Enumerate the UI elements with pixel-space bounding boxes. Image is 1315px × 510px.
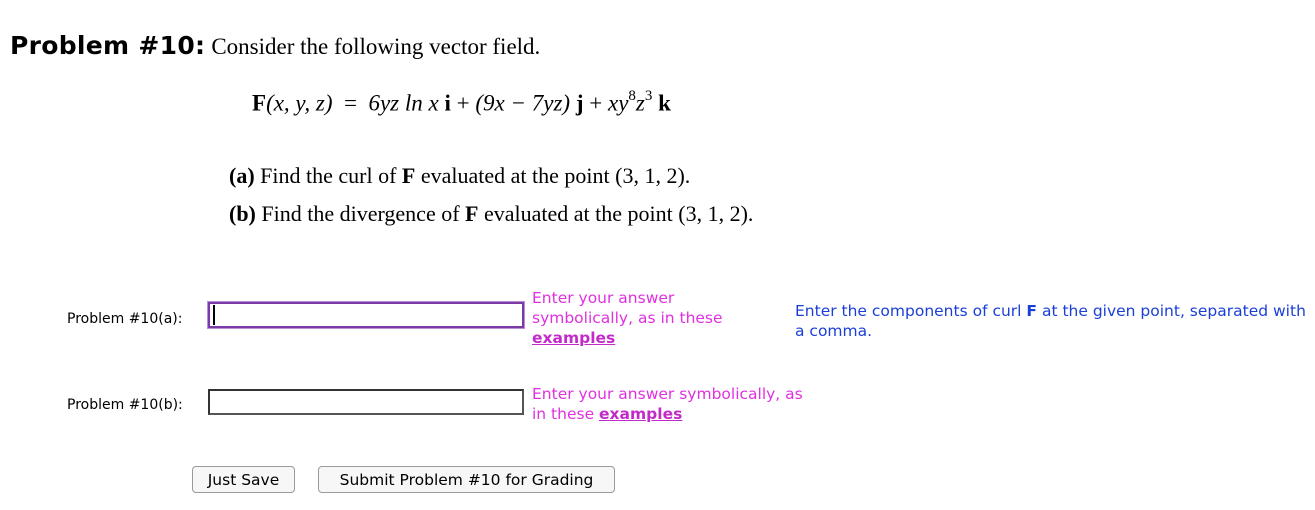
hint-a	[532, 288, 762, 348]
note-text-before: Enter the components of curl	[795, 302, 1022, 320]
submit-for-grading-button[interactable]: Submit Problem #10 for Grading	[318, 466, 615, 493]
part-a-text-before: Find the curl of	[260, 163, 397, 188]
eq-plus1: +	[456, 90, 470, 116]
part-a-question	[229, 163, 690, 189]
problem-number: Problem #10:	[10, 31, 206, 60]
eq-i: i	[444, 90, 451, 116]
eq-term1: 6yz ln x	[368, 90, 439, 116]
eq-args: (x, y, z)	[266, 90, 333, 116]
answer-a-input[interactable]	[208, 302, 524, 328]
part-a-text-after: evaluated at the point (3, 1, 2).	[420, 163, 691, 188]
eq-term3-exp1: 8	[628, 88, 636, 104]
hint-b-text: Enter your answer symbolically, as in these	[532, 385, 803, 423]
eq-F: F	[252, 90, 267, 116]
part-b-label: (b)	[229, 201, 256, 226]
note-F: F	[1026, 302, 1038, 320]
eq-term3-z: z	[635, 90, 645, 116]
eq-term3-exp2: 3	[644, 88, 653, 104]
just-save-button[interactable]: Just Save	[192, 466, 295, 493]
hint-b	[532, 384, 812, 424]
eq-j: j	[575, 90, 584, 116]
part-b-F: F	[465, 201, 479, 226]
text-caret	[213, 305, 215, 325]
part-a-label: (a)	[229, 163, 255, 188]
curl-format-note	[795, 301, 1310, 341]
eq-term2: (9x − 7yz)	[475, 90, 571, 116]
part-a-F: F	[401, 163, 416, 188]
problem-heading	[10, 31, 540, 60]
eq-k: k	[658, 90, 671, 116]
answer-b-label: Problem #10(b):	[67, 397, 183, 413]
answer-b-input[interactable]	[208, 389, 524, 415]
eq-equals: =	[343, 90, 357, 116]
note-text-after: at the given point, separated with a comma.	[795, 302, 1306, 340]
hint-a-examples-link[interactable]: examples	[532, 329, 616, 347]
vector-field-equation	[252, 90, 671, 117]
problem-intro: Consider the following vector field.	[211, 34, 541, 59]
hint-b-examples-link[interactable]: examples	[599, 405, 683, 423]
part-b-question	[229, 201, 753, 227]
hint-a-text: Enter your answer symbolically, as in these	[532, 289, 723, 327]
part-b-text-before: Find the divergence of	[261, 201, 460, 226]
eq-plus2: +	[589, 90, 603, 116]
part-b-text-after: evaluated at the point (3, 1, 2).	[484, 201, 754, 226]
eq-term3-base: xy	[607, 90, 629, 116]
answer-a-label: Problem #10(a):	[67, 311, 183, 327]
